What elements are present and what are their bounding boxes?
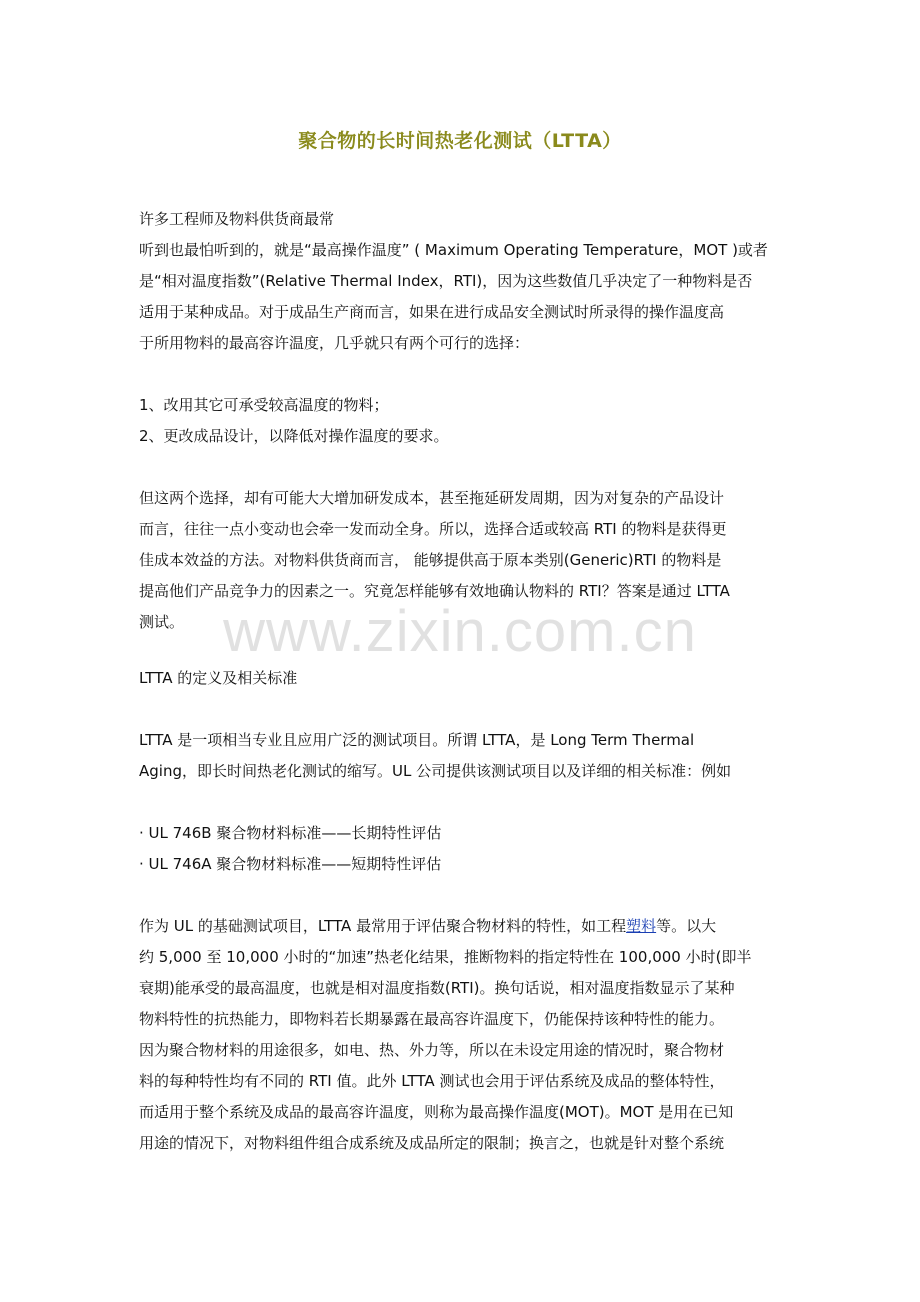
document-body: [139, 204, 781, 1159]
intro-paragraph: [139, 204, 781, 359]
text-line: 料的每种特性均有不同的 RTI 值。此外 LTTA 测试也会用于评估系统及成品的整体特性，: [139, 1072, 725, 1090]
spacer: [139, 638, 781, 663]
text-line: 用途的情况下，对物料组件组合成系统及成品所定的限制；换言之，也就是针对整个系统: [139, 1134, 725, 1152]
document-title: 聚合物的长时间热老化测试（LTTA）: [298, 130, 622, 152]
text-line: 测试。: [139, 613, 185, 631]
text-line: Aging，即长时间热老化测试的缩写。UL 公司提供该测试项目以及详细的相关标准：例如: [139, 762, 732, 780]
list-item: 2、更改成品设计，以降低对操作温度的要求。: [139, 427, 449, 445]
rti-paragraph: [139, 911, 781, 1159]
text-line: 而适用于整个系统及成品的最高容许温度，则称为最高操作温度(MOT)。MOT 是用在已知: [139, 1103, 734, 1121]
text-line: 提高他们产品竞争力的因素之一。究竟怎样能够有效地确认物料的 RTI？答案是通过 LTTA: [139, 582, 730, 600]
text-line: 而言，往往一点小变动也会牵一发而动全身。所以，选择合适或较高 RTI 的物料是获得更: [139, 520, 727, 538]
text-line: 佳成本效益的方法。对物料供货商而言， 能够提供高于原本类别(Generic)RTI 的物料是: [139, 551, 722, 569]
text-line: 于所用物料的最高容许温度，几乎就只有两个可行的选择：: [139, 334, 530, 352]
standards-list: [139, 818, 781, 880]
text-line: [139, 911, 781, 942]
text-line: 但这两个选择，却有可能大大增加研发成本，甚至拖延研发周期，因为对复杂的产品设计: [139, 489, 725, 507]
section-heading: LTTA 的定义及相关标准: [139, 669, 298, 687]
text-line: 因为聚合物材料的用途很多，如电、热、外力等，所以在未设定用途的情况时，聚合物材: [139, 1041, 725, 1059]
spacer: [139, 694, 781, 725]
text-segment: 作为 UL 的基础测试项目，LTTA 最常用于评估聚合物材料的特性，如工程: [139, 917, 627, 935]
plastics-link[interactable]: 塑料: [626, 917, 657, 935]
watermark: www.zixin.com.cn: [223, 599, 697, 664]
bullet-item: · UL 746B 聚合物材料标准——长期特性评估: [139, 824, 442, 842]
text-line: 适用于某种成品。对于成品生产商而言，如果在进行成品安全测试时所录得的操作温度高: [139, 303, 725, 321]
text-line: 听到也最怕听到的，就是“最高操作温度” ( Maximum Operating Temperature，MOT )或者: [139, 241, 768, 259]
text-line: 衰期)能承受的最高温度，也就是相对温度指数(RTI)。换句话说，相对温度指数显示了某种: [139, 979, 735, 997]
spacer: [139, 787, 781, 818]
definition-paragraph: [139, 725, 781, 787]
text-line: 约 5,000 至 10,000 小时的“加速”热老化结果，推断物料的指定特性在 100,000 小时(即半: [139, 948, 752, 966]
text-segment: 等。以大: [656, 917, 717, 935]
text-line: LTTA 是一项相当专业且应用广泛的测试项目。所谓 LTTA，是 Long Term Thermal: [139, 731, 695, 749]
text-line: 物料特性的抗热能力，即物料若长期暴露在最高容许温度下，仍能保持该种特性的能力。: [139, 1010, 725, 1028]
text-line: 许多工程师及物料供货商最常: [139, 210, 335, 228]
bullet-item: · UL 746A 聚合物材料标准——短期特性评估: [139, 855, 442, 873]
choices-list: [139, 390, 781, 452]
list-item: 1、改用其它可承受较高温度的物料；: [139, 396, 389, 414]
spacer: [139, 880, 781, 911]
text-line: 是“相对温度指数”(Relative Thermal Index，RTI)，因为这些数值几乎决定了一种物料是否: [139, 272, 753, 290]
spacer: [139, 359, 781, 390]
spacer: [139, 452, 781, 483]
cost-paragraph: [139, 483, 781, 638]
